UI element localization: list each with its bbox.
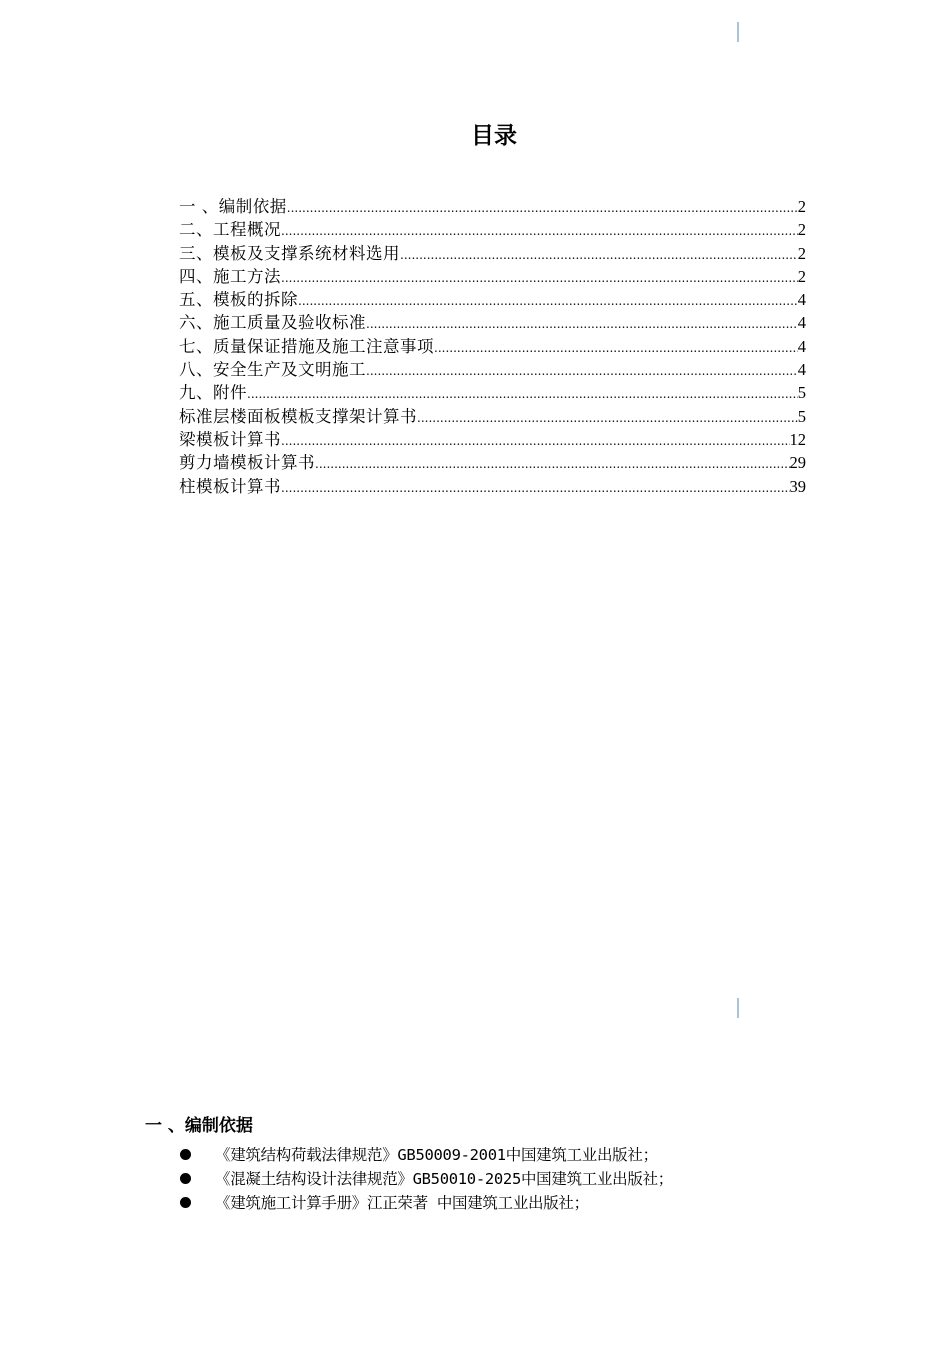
reference-list — [179, 1142, 899, 1214]
toc-entry-label: 标准层楼面板模板支撑架计算书 — [179, 406, 417, 426]
toc-dot-leader — [281, 477, 790, 500]
toc-entry-label: 七、质量保证措施及施工注意事项 — [179, 336, 434, 356]
toc-dot-leader — [366, 313, 798, 336]
toc-title: 目录 — [471, 123, 517, 149]
toc-entry-label: 柱模板计算书 — [179, 476, 281, 496]
toc-entry-page: 2 — [797, 220, 806, 240]
section-heading: 一 、编制依据 — [145, 1116, 253, 1136]
toc-entry[interactable] — [179, 451, 806, 474]
table-of-contents — [179, 195, 806, 498]
toc-entry-label: 二、工程概况 — [179, 220, 281, 240]
toc-dot-leader — [400, 244, 798, 267]
toc-entry-page: 2 — [797, 243, 806, 263]
toc-entry[interactable] — [179, 358, 806, 381]
toc-entry-page: 2 — [797, 197, 806, 216]
list-item — [179, 1142, 899, 1166]
toc-entry[interactable] — [179, 218, 806, 241]
toc-entry-label: 梁模板计算书 — [179, 429, 281, 449]
toc-entry-page: 29 — [789, 453, 806, 473]
toc-entry-page: 39 — [789, 476, 806, 496]
toc-entry-page: 4 — [797, 290, 806, 310]
toc-entry-label: 九、附件 — [179, 383, 247, 403]
toc-dot-leader — [287, 197, 798, 220]
list-item — [179, 1190, 899, 1214]
toc-entry-label: 六、施工质量及验收标准 — [179, 313, 366, 333]
toc-entry-label: 剪力墙模板计算书 — [179, 453, 315, 473]
toc-dot-leader — [281, 430, 790, 453]
toc-entry[interactable] — [179, 288, 806, 311]
toc-entry[interactable] — [179, 265, 806, 288]
toc-dot-leader — [247, 383, 798, 406]
toc-dot-leader — [366, 360, 798, 383]
toc-entry-page: 5 — [797, 383, 806, 403]
toc-entry[interactable] — [179, 335, 806, 358]
toc-entry[interactable] — [179, 242, 806, 265]
toc-dot-leader — [315, 453, 790, 476]
toc-entry-label: 五、模板的拆除 — [179, 290, 298, 310]
toc-entry[interactable] — [179, 311, 806, 334]
toc-entry[interactable] — [179, 428, 806, 451]
toc-entry-page: 5 — [797, 406, 806, 426]
list-item — [179, 1166, 899, 1190]
page-header-mark — [737, 998, 739, 1018]
toc-dot-leader — [434, 337, 798, 360]
bullet-icon — [180, 1149, 191, 1160]
toc-entry[interactable] — [179, 475, 806, 498]
toc-entry[interactable] — [179, 195, 806, 218]
toc-entry-page: 12 — [789, 429, 806, 449]
toc-entry-label: 一 、编制依据 — [179, 197, 287, 216]
toc-entry-label: 八、安全生产及文明施工 — [179, 360, 366, 380]
toc-entry-page: 4 — [797, 336, 806, 356]
bullet-icon — [180, 1197, 191, 1208]
toc-entry-label: 四、施工方法 — [179, 266, 281, 286]
toc-entry[interactable] — [179, 405, 806, 428]
reference-text: 《建筑施工计算手册》江正荣著 中国建筑工业出版社； — [215, 1194, 589, 1212]
toc-entry-page: 4 — [797, 313, 806, 333]
toc-entry[interactable] — [179, 381, 806, 404]
page-header-mark — [737, 22, 739, 42]
toc-entry-label: 三、模板及支撑系统材料选用 — [179, 243, 400, 263]
reference-text: 《建筑结构荷载法律规范》GB50009-2001中国建筑工业出版社； — [215, 1146, 658, 1164]
toc-dot-leader — [281, 220, 798, 243]
toc-dot-leader — [417, 407, 798, 430]
bullet-icon — [180, 1173, 191, 1184]
toc-dot-leader — [281, 267, 798, 290]
toc-dot-leader — [298, 290, 798, 313]
toc-entry-page: 4 — [797, 360, 806, 380]
reference-text: 《混凝土结构设计法律规范》GB50010-2025中国建筑工业出版社； — [215, 1170, 673, 1188]
toc-entry-page: 2 — [797, 266, 806, 286]
